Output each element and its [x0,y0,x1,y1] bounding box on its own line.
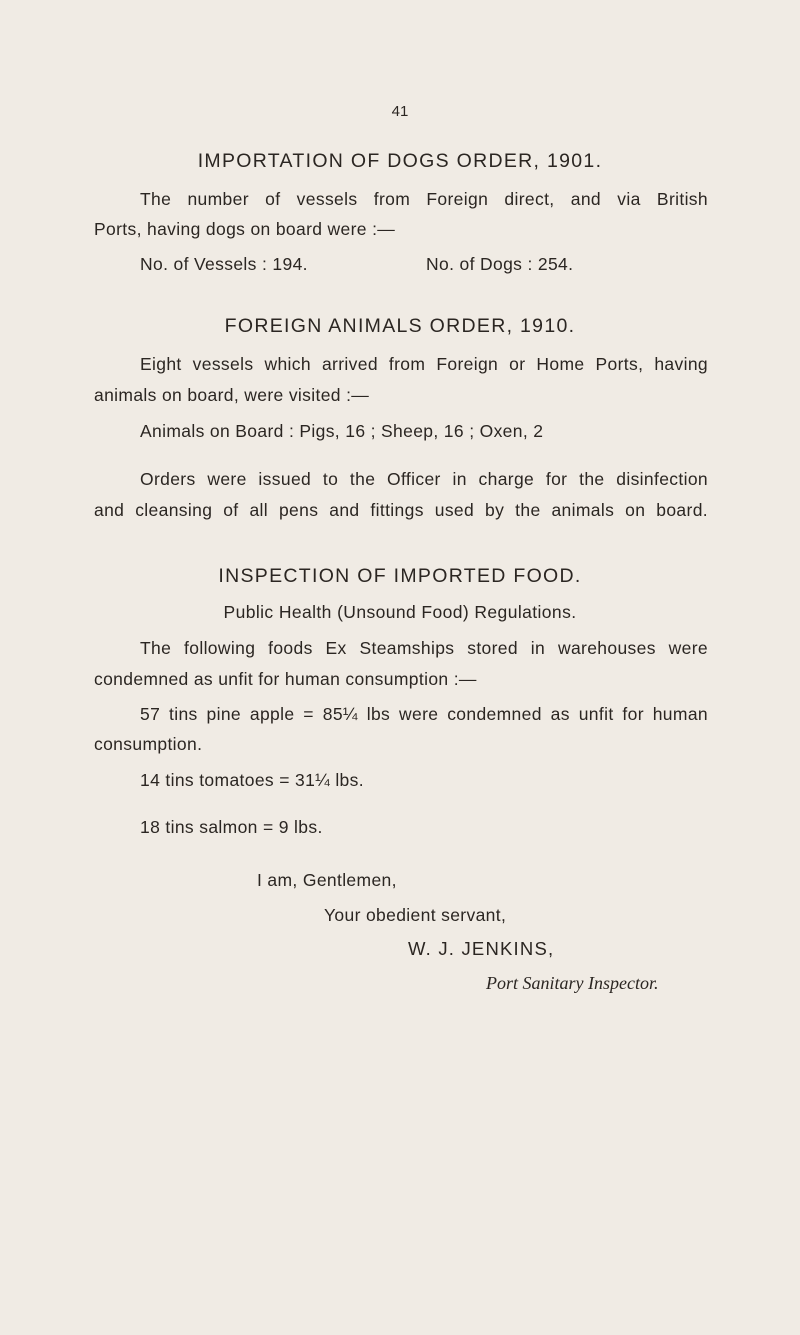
valediction: Your obedient servant, [324,905,507,925]
paragraph-line: condemned as unfit for human consumption :— [94,669,477,689]
vessels-count: No. of Vessels : 194. [140,254,308,274]
page-number: 41 [391,103,409,120]
food-item-salmon: 18 tins salmon = 9 lbs. [140,817,323,837]
paragraph-line: The number of vessels from Foreign direct, and via British [140,189,708,209]
section-subheading: Public Health (Unsound Food) Regulations. [223,602,577,622]
paragraph-line: animals on board, were visited :— [94,385,370,405]
paragraph-line: Eight vessels which arrived from Foreign or Home Ports, having [140,354,708,374]
animals-on-board: Animals on Board : Pigs, 16 ; Sheep, 16 ; Oxen, 2 [140,421,544,441]
signature-title: Port Sanitary Inspector. [486,973,659,993]
section-heading-imported-food: INSPECTION OF IMPORTED FOOD. [218,565,582,587]
dogs-count: No. of Dogs : 254. [426,254,574,274]
food-item-pineapple: 57 tins pine apple = 85¼ lbs were condemned as unfit for human [140,704,708,724]
paragraph-line: The following foods Ex Steamships stored in warehouses were [140,638,708,658]
signature-name: W. J. JENKINS, [408,938,555,959]
food-item-pineapple-continued: consumption. [94,734,203,754]
paragraph-line: and cleansing of all pens and fittings used by the animals on board. [94,500,708,520]
section-heading-animals-order: FOREIGN ANIMALS ORDER, 1910. [224,315,576,337]
paragraph-line: Orders were issued to the Officer in charge for the disinfection [140,469,708,489]
salutation: I am, Gentlemen, [257,870,397,890]
paragraph-line: Ports, having dogs on board were :— [94,219,396,239]
food-item-tomatoes: 14 tins tomatoes = 31¼ lbs. [140,770,364,790]
section-heading-dogs-order: IMPORTATION OF DOGS ORDER, 1901. [197,150,603,172]
